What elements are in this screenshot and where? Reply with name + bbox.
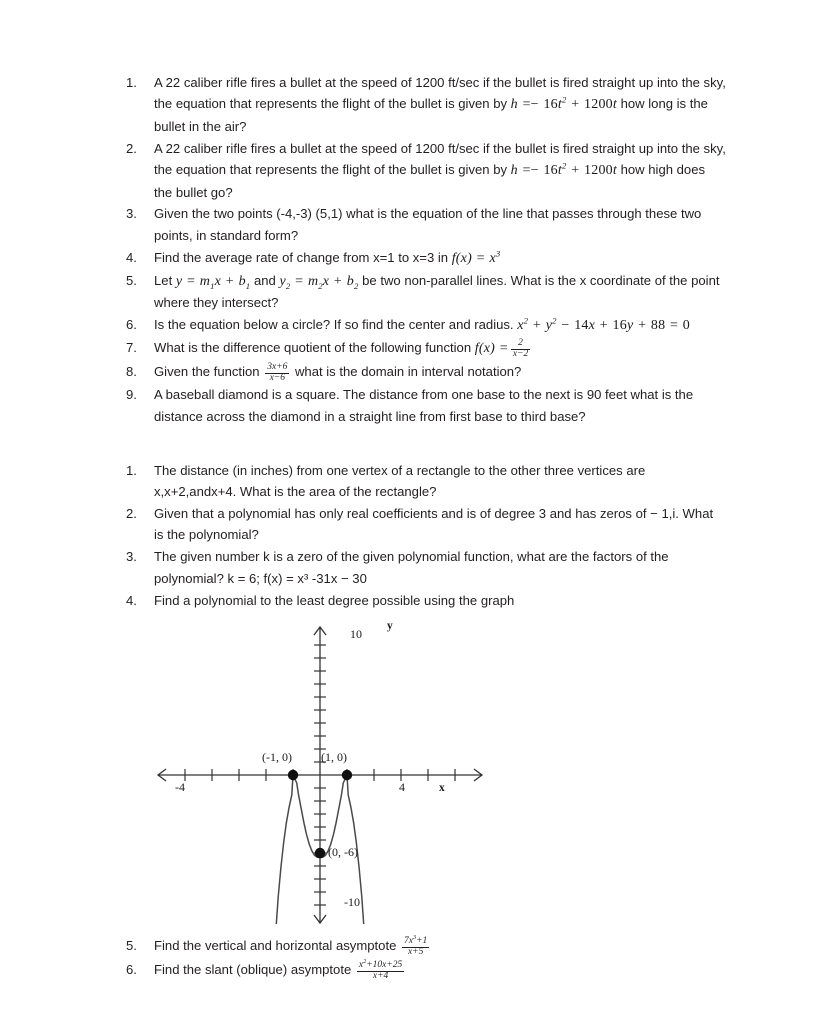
fraction-denominator: x−6: [269, 372, 285, 383]
list-item-number: 7.: [126, 339, 137, 355]
list-item-number: 6.: [126, 316, 137, 332]
list-item: [122, 546, 726, 589]
list-item: [122, 247, 726, 269]
list-item-number: 9.: [126, 387, 137, 403]
section-spacer: [122, 428, 726, 460]
list-item-number: 3.: [126, 206, 137, 222]
fraction-denominator: x+5: [407, 947, 424, 958]
y-axis-tick-label-neg10: -10: [344, 895, 360, 909]
x-axis-name-label: x: [439, 782, 445, 794]
question-text: A 22 caliber rifle fires a bullet at the speed of 1200 ft/sec if the bullet is fired straight up into the sky, the equation that represents the flight of the bullet is given by: [154, 75, 726, 112]
question-list-section-2: [122, 460, 726, 611]
question-text: Find the slant (oblique) asymptote: [154, 961, 355, 977]
y-axis-name-label: y: [387, 620, 393, 632]
annotation-point-0-neg6: (0, -6): [328, 845, 358, 859]
list-item-number: 2.: [126, 505, 137, 521]
list-item: [122, 590, 726, 611]
fraction: [402, 934, 429, 958]
math-expression: $y = m_1x + b_1$: [175, 273, 251, 291]
question-list-section-1: [122, 72, 726, 427]
list-item-number: 4.: [126, 249, 137, 265]
fraction-denominator: x+4: [372, 971, 389, 981]
list-item: [122, 935, 726, 958]
list-item-number: 5.: [126, 272, 137, 288]
fraction: [511, 339, 530, 360]
question-text: Find the vertical and horizontal asymptote: [154, 938, 401, 953]
math-expression-2: $y_2 = m_2x + b_2$: [279, 273, 359, 291]
list-item-number: 5.: [126, 938, 137, 953]
point-neg1-0: [288, 770, 298, 780]
question-text-mid: and: [250, 272, 280, 288]
list-item-number: 4.: [126, 592, 137, 608]
question-text: What is the difference quotient of the following function: [154, 339, 475, 355]
list-item: [122, 138, 726, 203]
list-item-number: 1.: [126, 75, 137, 90]
question-text: Is the equation below a circle? If so find the center and radius.: [154, 316, 518, 332]
x-axis-tick-label-4: 4: [399, 780, 405, 794]
list-item-number: 6.: [126, 961, 137, 977]
worksheet-content: [122, 72, 726, 982]
fraction-denominator: x−2: [512, 349, 529, 360]
math-expression: $x^2 + y^2 - 14x + 16y + 88 = 0$: [517, 315, 690, 333]
fraction: [265, 363, 289, 384]
question-text: The given number k is a zero of the given polynomial function, what are the factors of the polynomial? k = 6; f(x) = x³ -31x − 30: [154, 549, 669, 586]
list-item-number: 1.: [126, 462, 137, 478]
math-expression: $h =- 16t^2 + 1200t$: [510, 160, 617, 179]
point-1-0: [342, 770, 352, 780]
question-text-tail: how high does the bullet go?: [154, 162, 706, 200]
list-item: [122, 384, 726, 427]
list-item: [122, 314, 726, 336]
question-text-tail: how long is the bullet in the air?: [154, 96, 708, 134]
question-text: Let: [154, 272, 176, 288]
question-text: A 22 caliber rifle fires a bullet at the speed of 1200 ft/sec if the bullet is fired straight up into the sky, the equation that represents the flight of the bullet is given by: [154, 140, 726, 178]
question-text-tail: what is the domain in interval notation?: [291, 363, 522, 379]
annotation-point-neg1-0: (-1, 0): [262, 750, 292, 764]
list-item-number: 8.: [126, 363, 137, 379]
list-item: [122, 270, 726, 314]
x-axis-tick-label-neg4: -4: [175, 780, 185, 794]
annotation-point-1-0: (1, 0): [321, 750, 347, 764]
list-item-number: 3.: [126, 549, 137, 565]
list-item: [122, 503, 726, 546]
question-text: Find a polynomial to the least degree possible using the graph: [154, 592, 515, 608]
list-item: [122, 361, 726, 384]
fraction-numerator: $7x^3+1$: [404, 934, 428, 947]
list-item: [122, 203, 726, 246]
y-axis-tick-label-10: 10: [350, 627, 362, 641]
list-item: [122, 72, 726, 137]
question-text: A baseball diamond is a square. The distance from one base to the next is 90 feet what is the distance across the diamond in a straight line from first base to third base?: [154, 387, 694, 424]
math-expression: $h =- 16t^2 + 1200t$: [510, 94, 617, 113]
list-item: [122, 959, 726, 982]
point-0-neg6: [315, 848, 325, 858]
fraction: [357, 957, 404, 982]
graph-svg: [150, 617, 490, 935]
fraction-numerator: $x^2+10x+25$: [358, 957, 403, 971]
math-expression: f(x) =: [474, 340, 508, 356]
question-text: The distance (in inches) from one vertex of a rectangle to the other three vertices are x,x+2,andx+4. What is the area of the rectangle?: [154, 462, 646, 500]
fraction-numerator: 2: [511, 339, 530, 350]
polynomial-graph: [122, 617, 726, 935]
question-text: Given the two points (-4,-3) (5,1) what is the equation of the line that passes through these two points, in standard form?: [154, 206, 702, 243]
fraction-numerator: 3x+6: [267, 361, 288, 372]
question-text: Given the function: [154, 363, 264, 379]
list-item: [122, 337, 726, 360]
question-text: Find the average rate of change from x=1 to x=3 in: [154, 249, 452, 265]
list-item-number: 2.: [126, 140, 137, 156]
question-text: Given that a polynomial has only real coefficients and is of degree 3 and has zeros of − 1,i. What is the polynomial?: [154, 505, 714, 543]
question-text-tail: be two non-parallel lines. What is the x coordinate of the point where they intersect?: [154, 272, 720, 311]
list-item: [122, 460, 726, 503]
question-list-section-3: [122, 935, 726, 982]
math-expression: $f(x) = x^3$: [451, 248, 501, 266]
